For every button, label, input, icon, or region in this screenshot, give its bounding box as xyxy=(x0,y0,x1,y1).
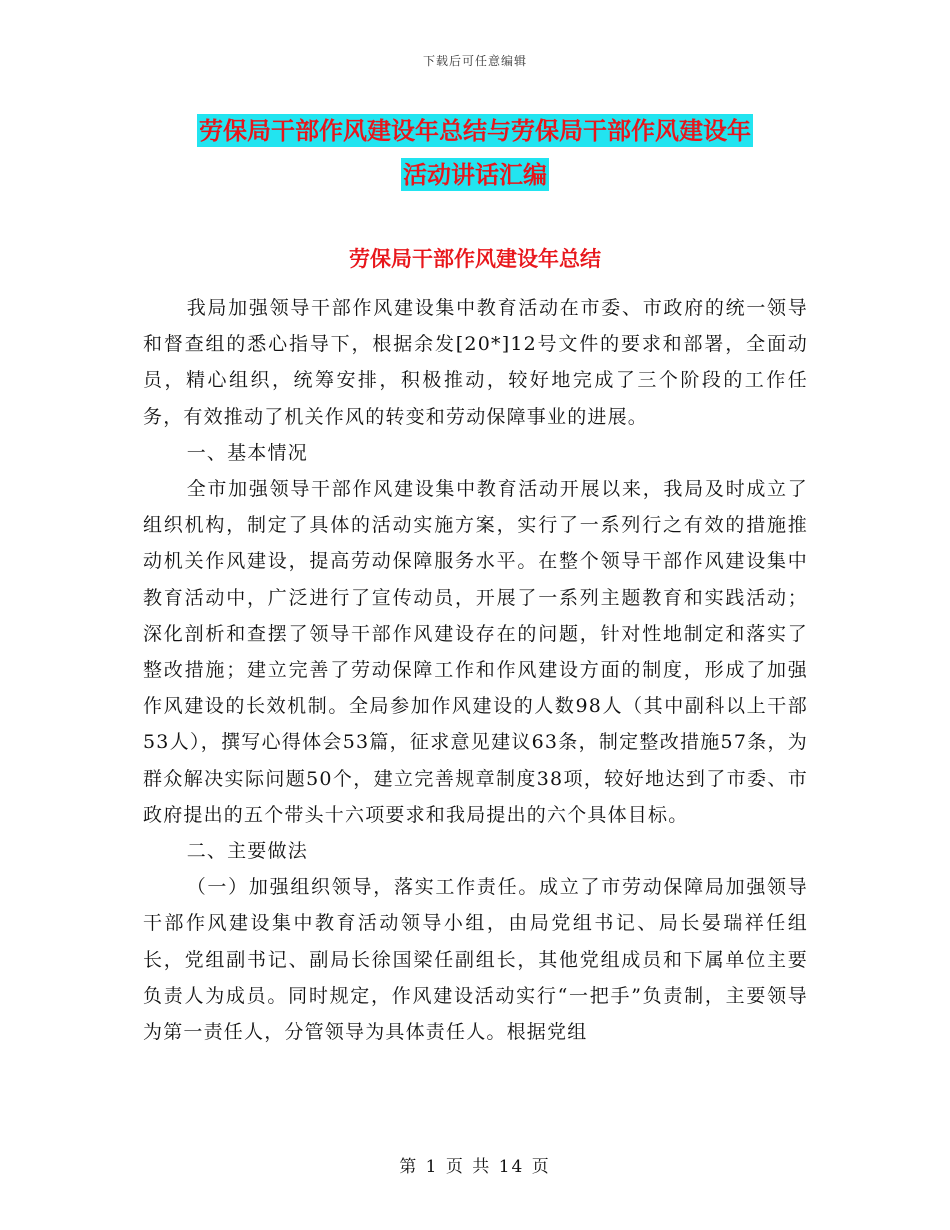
document-body xyxy=(143,290,808,1050)
page-footer: 第 1 页 共 14 页 xyxy=(399,1157,551,1177)
paragraph-basic-situation: 全市加强领导干部作风建设集中教育活动开展以来，我局及时成立了组织机构，制定了具体的活动实施方案，实行了一系列行之有效的措施推动机关作风建设，提高劳动保障服务水平。在整个领导干部作风建设集中教育活动中，广泛进行了宣传动员，开展了一系列主题教育和实践活动；深化剖析和查摆了领导干部作风建设存在的问题，针对性地制定和落实了整改措施；建立完善了劳动保障工作和作风建设方面的制度，形成了加强作风建设的长效机制。全局参加作风建设的人数98人（其中副科以上干部53人），撰写心得体会53篇，征求意见建议63条，制定整改措施57条，为群众解决实际问题50个，建立完善规章制度38项，较好地达到了市委、市政府提出的五个带头十六项要求和我局提出的六个具体目标。 xyxy=(143,478,808,826)
heading-main-practices: 二、主要做法 xyxy=(186,840,308,863)
paragraph-intro: 我局加强领导干部作风建设集中教育活动在市委、市政府的统一领导和督查组的悉心指导下，根据余发[20*]12号文件的要求和部署，全面动员，精心组织，统筹安排，积极推动，较好地完成了三个阶段的工作任务，有效推动了机关作风的转变和劳动保障事业的进展。 xyxy=(143,297,808,428)
paragraph-organization: （一）加强组织领导，落实工作责任。成立了市劳动保障局加强领导干部作风建设集中教育活动领导小组，由局党组书记、局长晏瑞祥任组长，党组副书记、副局长徐国梁任副组长，其他党组成员和下属单位主要负责人为成员。同时规定，作风建设活动实行“一把手”负责制，主要领导为第一责任人，分管领导为具体责任人。根据党组 xyxy=(143,876,808,1044)
heading-basic-situation: 一、基本情况 xyxy=(186,441,308,464)
header-note: 下载后可任意编辑 xyxy=(422,54,527,68)
main-title-line-1-text: 劳保局干部作风建设年总结与劳保局干部作风建设年 xyxy=(199,116,751,145)
section-title: 劳保局干部作风建设年总结 xyxy=(349,246,601,271)
main-title-line-2 xyxy=(140,152,810,198)
main-title-line-1 xyxy=(140,108,810,154)
main-title-line-2-text: 活动讲话汇编 xyxy=(403,160,547,189)
